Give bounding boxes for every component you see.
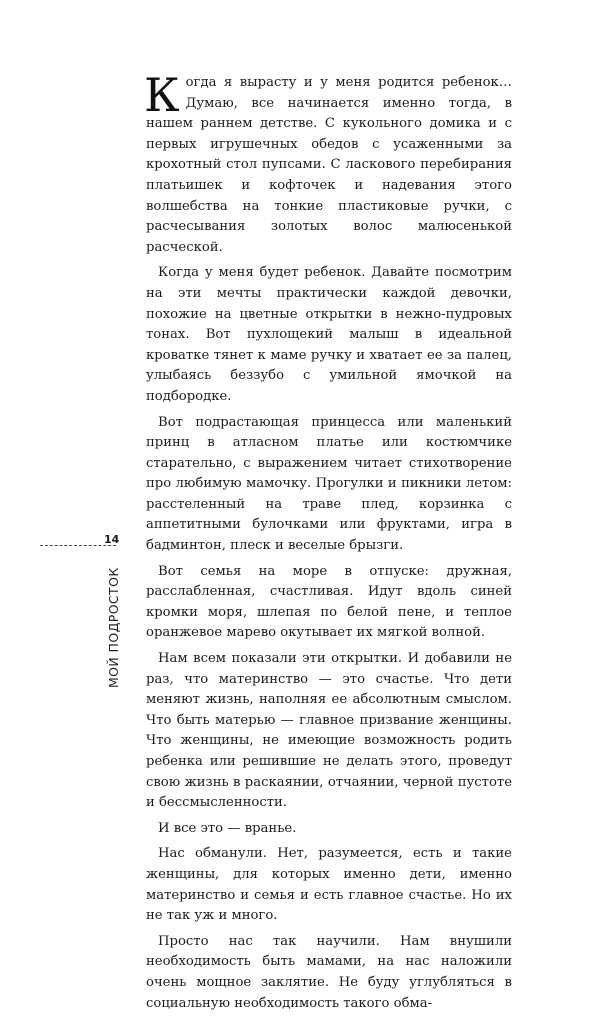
paragraph: И все это — вранье. bbox=[158, 820, 297, 836]
paragraph-text: огда я вырасту и у меня родится ребенок… Думаю, все начинается именно тогда, в нашем раннем детстве. С кукольного домика и с первых игрушечных обедов с усаженными за крохотный стол пупсами. С ласкового перебирания платьишек и кофточек и надевания этого волшебства на тонкие пластиковые ручки, с расчесывания золотых волос малюсенькой расческой. bbox=[146, 75, 512, 255]
paragraph: Вот подрастающая принцесса или маленький принц в атласном платье или костюмчике старательно, с выражением читает стихотворение про любимую мамочку. Прогулки и пикники летом: расстеленный на траве плед, корзинка с аппетитными булочками или фруктами, игра в бадминтон, плеск и веселые брызги. bbox=[146, 414, 512, 554]
paragraph bbox=[144, 68, 512, 258]
page-number: 14 bbox=[104, 533, 120, 546]
dashed-divider bbox=[40, 545, 116, 546]
paragraph: Когда у меня будет ребенок. Давайте посмотрим на эти мечты практически каждой девочки, похожие на цветные открытки в нежно-пудровых тонах. Вот пухлощекий малыш в идеальной кроватке тянет к маме ручку и хватает ее за палец, улыбаясь беззубо с умильной ямочкой на подбородке. bbox=[146, 265, 512, 404]
paragraph: Нам всем показали эти открытки. И добавили не раз, что материнство — это счастье. Что дети меняют жизнь, наполняя ее абсолютным смыслом. Что быть матерью — главное призвание женщины. Что женщины, не имеющие возможность родить ребенка или решившие не делать этого, проведут свою жизнь в раскаянии, отчаянии, черной пустоте и бессмысленности. bbox=[146, 651, 512, 811]
body-text bbox=[144, 68, 512, 1019]
paragraph: Вот семья на море в отпуске: дружная, расслабленная, счастливая. Идут вдоль синей кромки моря, шлепая по белой пене, и теплое оранжевое марево окутывает их мягкой волной. bbox=[146, 563, 512, 641]
running-header: МОЙ ПОДРОСТОК bbox=[106, 567, 121, 688]
paragraph: Нас обманули. Нет, разумеется, есть и такие женщины, для которых именно дети, именно материнство и семья и есть главное счастье. Но их не так уж и много. bbox=[146, 846, 512, 924]
paragraph: Просто нас так научили. Нам внушили необходимость быть мамами, на нас наложили очень мощное заклятие. Не буду углубляться в социальную необходимость такого обма- bbox=[146, 933, 512, 1011]
drop-cap: К bbox=[144, 68, 180, 122]
